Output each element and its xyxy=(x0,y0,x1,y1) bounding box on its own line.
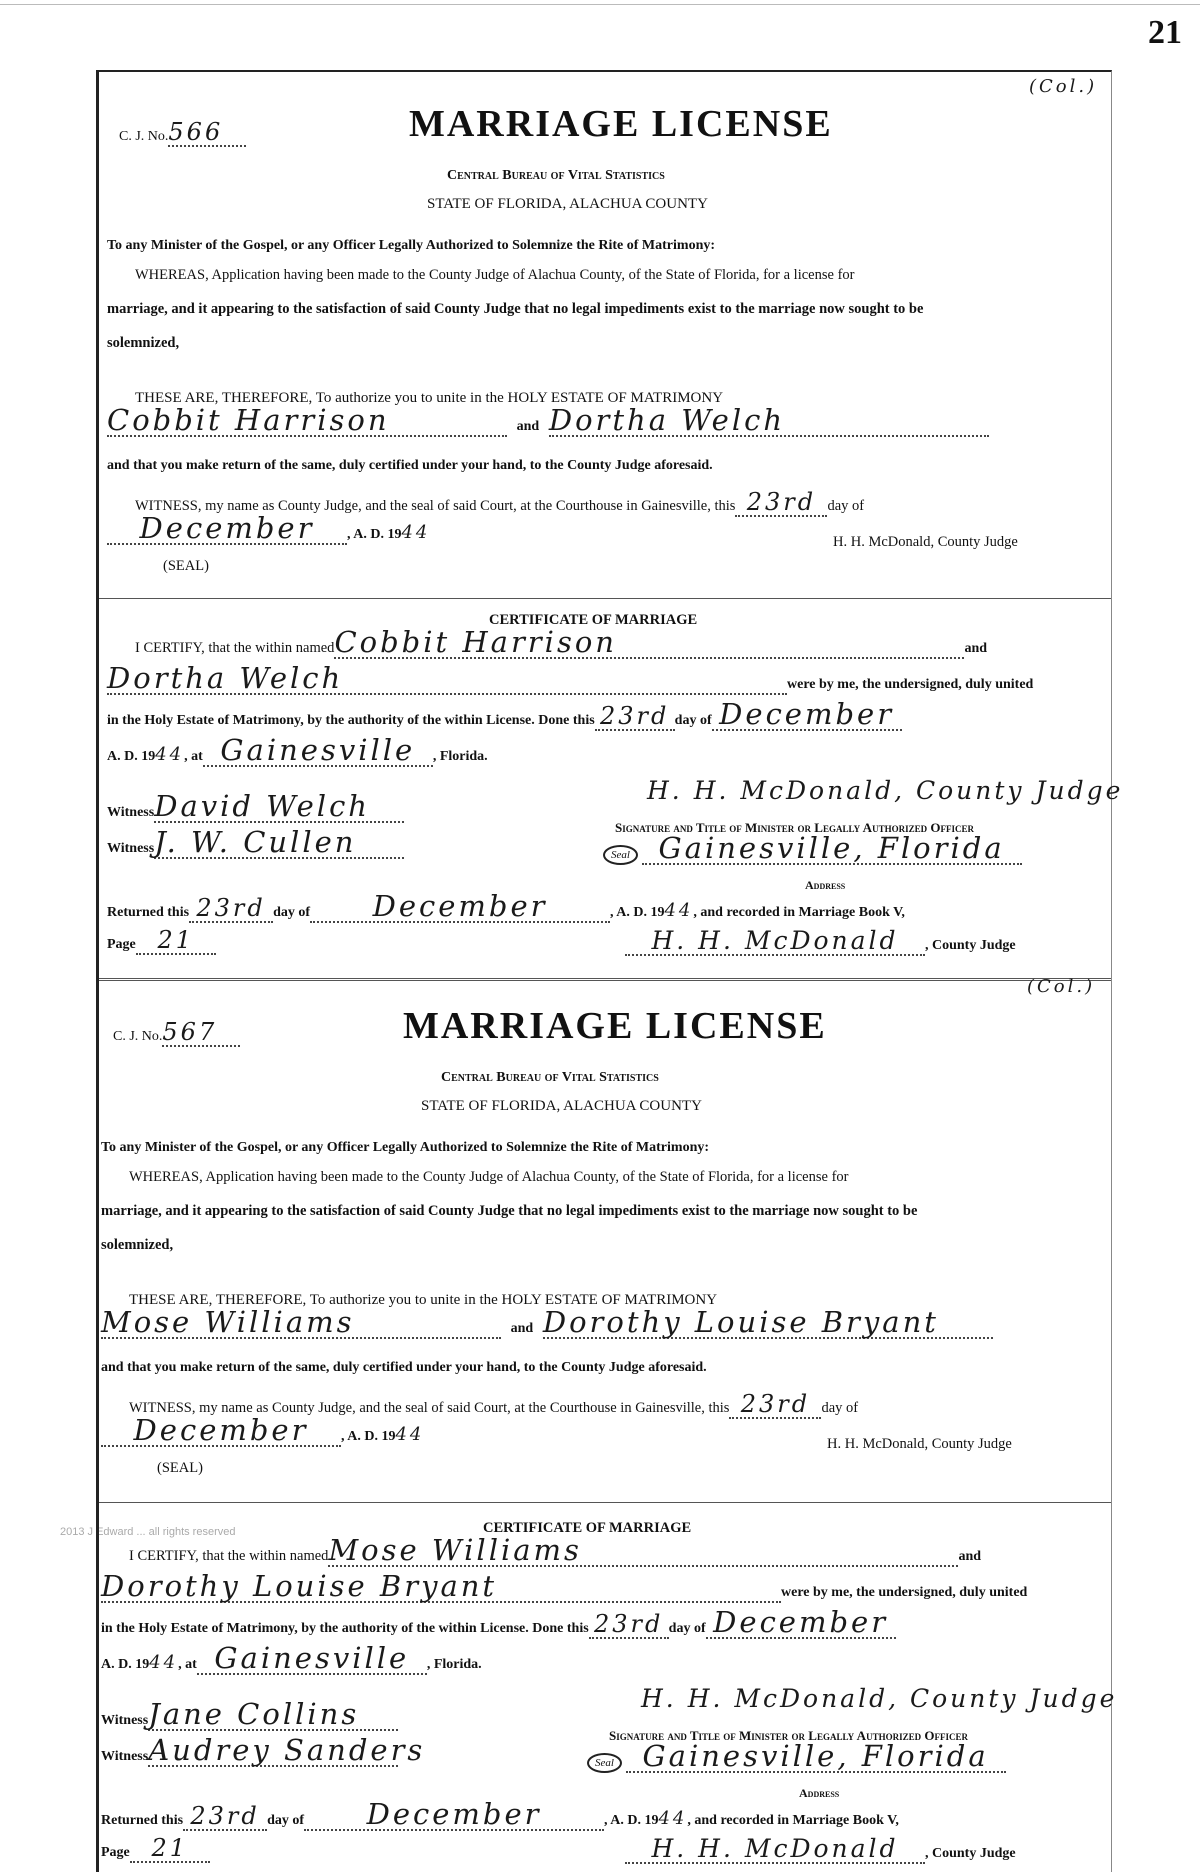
returned-line xyxy=(107,889,905,923)
page-label: Page xyxy=(107,937,136,952)
bureau-line: Central Bureau of Vital Statistics xyxy=(447,168,665,183)
day-of-label: day of xyxy=(668,1621,706,1636)
state-line: STATE OF FLORIDA, ALACHUA COUNTY xyxy=(427,196,708,212)
officer-signature: H. H. McDonald, County Judge xyxy=(641,1684,1118,1713)
year-value: 44 xyxy=(395,1424,425,1445)
county-signature: H. H. McDonald xyxy=(651,926,899,955)
page-value: 21 xyxy=(157,926,195,954)
top-rule xyxy=(0,4,1200,5)
address-line: To any Minister of the Gospel, or any Officer Legally Authorized to Solemnize the Rite of Matrimony: xyxy=(101,1140,710,1155)
returned-year: 44 xyxy=(658,1808,688,1829)
cj-number-line xyxy=(113,1020,240,1047)
cj-number-line xyxy=(119,120,246,147)
certify-text: I CERTIFY, that the within named xyxy=(129,1548,329,1564)
day-of-label: day of xyxy=(674,713,712,728)
month-value: December xyxy=(133,1413,309,1447)
address-line xyxy=(587,1739,1006,1773)
holy-text: in the Holy Estate of Matrimony, by the authority of the within License. Done this xyxy=(107,713,595,728)
witness-2: Audrey Sanders xyxy=(148,1733,426,1767)
holy-estate-line xyxy=(107,697,902,731)
seal-mark: Seal xyxy=(587,1753,622,1773)
whereas-line-2: marriage, and it appearing to the satisfaction of said County Judge that no legal impediments exist to the marriage now sought to be xyxy=(107,301,924,317)
page-line xyxy=(101,1836,210,1863)
couple-line xyxy=(107,403,989,437)
address-label: Address xyxy=(805,878,846,892)
whereas-line-2: marriage, and it appearing to the satisfaction of said County Judge that no legal impediments exist to the marriage now sought to be xyxy=(101,1203,918,1219)
whereas-line-3: solemnized, xyxy=(107,335,180,351)
return-line: and that you make return of the same, duly certified under your hand, to the County Judge aforesaid. xyxy=(107,458,713,473)
col-note: (Col.) xyxy=(1027,976,1096,997)
named-2: Dorothy Louise Bryant xyxy=(101,1569,498,1603)
returned-label: Returned this xyxy=(107,905,190,920)
done-month: December xyxy=(713,1605,889,1639)
ad-label: A. D. 19 xyxy=(101,1657,150,1672)
witness-2: J. W. Cullen xyxy=(154,825,357,859)
cj-number: 566 xyxy=(168,118,224,146)
couple-line xyxy=(101,1305,993,1339)
section-divider xyxy=(99,598,1111,599)
groom-name: Cobbit Harrison xyxy=(107,403,390,437)
named-1: Cobbit Harrison xyxy=(334,625,617,659)
holy-text: in the Holy Estate of Matrimony, by the authority of the within License. Done this xyxy=(101,1621,589,1636)
ad-label: A. D. 19 xyxy=(107,749,156,764)
holy-estate-line xyxy=(101,1605,896,1639)
done-month: December xyxy=(719,697,895,731)
certificate-heading: CERTIFICATE OF MARRIAGE xyxy=(483,1520,692,1536)
united-text: were by me, the undersigned, duly united xyxy=(781,1585,1028,1600)
signature-label: Signature and Title of Minister or Legally Authorized Officer xyxy=(609,1728,968,1743)
recorded-text: , and recorded in Marriage Book V, xyxy=(693,905,905,920)
witness-text: WITNESS, my name as County Judge, and the seal of said Court, at the Courthouse in Gainesville, this xyxy=(135,498,736,514)
witness-label: Witness xyxy=(107,805,155,820)
year-value: 44 xyxy=(401,522,431,543)
whereas-line-1: WHEREAS, Application having been made to the County Judge of Alachua County, of the State of Florida, for a license for xyxy=(135,267,855,283)
ad-year: 44 xyxy=(149,1652,179,1673)
address-line xyxy=(603,831,1022,865)
done-day: 23rd xyxy=(599,702,670,730)
witness-1: David Welch xyxy=(154,789,370,823)
done-day: 23rd xyxy=(593,1610,664,1638)
place-value: Gainesville xyxy=(214,1641,410,1675)
county-judge-line xyxy=(625,928,1016,956)
returned-month: December xyxy=(366,1797,542,1831)
watermark: 2013 J Edward ... all rights reserved xyxy=(60,1526,236,1538)
at-label: , at xyxy=(184,749,203,764)
recorded-text: , and recorded in Marriage Book V, xyxy=(687,1813,899,1828)
judge-name: H. H. McDonald, County Judge xyxy=(833,534,1018,550)
state-line: STATE OF FLORIDA, ALACHUA COUNTY xyxy=(421,1098,702,1114)
and-label: and xyxy=(510,1321,534,1336)
seal-label: (SEAL) xyxy=(163,558,209,574)
witness-2-line xyxy=(101,1733,426,1767)
county-judge-label: , County Judge xyxy=(925,938,1016,953)
named-2-line xyxy=(107,661,1034,695)
cj-label: C. J. No. xyxy=(119,129,169,144)
license-divider xyxy=(99,978,1111,981)
return-line: and that you make return of the same, duly certified under your hand, to the County Judge aforesaid. xyxy=(101,1360,707,1375)
witness-2-line xyxy=(107,825,404,859)
witness-text: WITNESS, my name as County Judge, and the seal of said Court, at the Courthouse in Gainesville, this xyxy=(129,1400,730,1416)
col-note: (Col.) xyxy=(1029,76,1098,97)
section-divider xyxy=(99,1502,1111,1503)
day-value: 23rd xyxy=(740,1390,811,1418)
returned-month: December xyxy=(372,889,548,923)
witness-1-line xyxy=(107,789,404,823)
florida-label: , Florida. xyxy=(426,1657,482,1672)
witness-1-line xyxy=(101,1697,398,1731)
place-line xyxy=(107,733,488,767)
returned-line xyxy=(101,1797,899,1831)
ad-label: , A. D. 19 xyxy=(341,1429,396,1444)
ad-year: 44 xyxy=(155,744,185,765)
day-of-label: day of xyxy=(821,1400,859,1416)
bureau-line: Central Bureau of Vital Statistics xyxy=(441,1070,659,1085)
license-title: MARRIAGE LICENSE xyxy=(409,103,833,145)
returned-year: 44 xyxy=(664,900,694,921)
page-line xyxy=(107,928,216,955)
county-judge-label: , County Judge xyxy=(925,1846,1016,1861)
seal-label: (SEAL) xyxy=(157,1460,203,1476)
ad-label: , A. D. 19 xyxy=(347,527,402,542)
place-line xyxy=(101,1641,482,1675)
day-value: 23rd xyxy=(746,488,817,516)
certificate-heading: CERTIFICATE OF MARRIAGE xyxy=(489,612,698,628)
and-label: and xyxy=(964,641,988,656)
county-judge-line xyxy=(625,1836,1016,1864)
cj-number: 567 xyxy=(162,1018,218,1046)
groom-name: Mose Williams xyxy=(101,1305,355,1339)
month-value: December xyxy=(139,511,315,545)
county-signature: H. H. McDonald xyxy=(651,1834,899,1863)
witness-label: Witness xyxy=(107,841,155,856)
named-2: Dortha Welch xyxy=(107,661,344,695)
page-label: Page xyxy=(101,1845,130,1860)
whereas-line-1: WHEREAS, Application having been made to the County Judge of Alachua County, of the State of Florida, for a license for xyxy=(129,1169,849,1185)
united-text: were by me, the undersigned, duly united xyxy=(787,677,1034,692)
address-value: Gainesville, Florida xyxy=(658,831,1005,865)
and-label: and xyxy=(516,419,540,434)
address-value: Gainesville, Florida xyxy=(642,1739,989,1773)
address-label: Address xyxy=(799,1786,840,1800)
these-are-line: THESE ARE, THEREFORE, To authorize you to unite in the HOLY ESTATE OF MATRIMONY xyxy=(129,1292,718,1308)
and-label: and xyxy=(958,1549,982,1564)
returned-label: Returned this xyxy=(101,1813,184,1828)
returned-ad: , A. D. 19 xyxy=(610,905,665,920)
date-line xyxy=(101,1413,425,1447)
certify-line xyxy=(129,1533,982,1567)
seal-mark: Seal xyxy=(603,845,638,865)
florida-label: , Florida. xyxy=(432,749,488,764)
cj-label: C. J. No. xyxy=(113,1029,163,1044)
date-line xyxy=(107,511,431,545)
day-of-label: day of xyxy=(827,498,865,514)
witness-label: Witness xyxy=(101,1749,149,1764)
officer-signature: H. H. McDonald, County Judge xyxy=(647,776,1124,805)
returned-day: 23rd xyxy=(190,1802,260,1830)
signature-label: Signature and Title of Minister or Legally Authorized Officer xyxy=(615,820,974,835)
returned-day-of: day of xyxy=(273,905,311,920)
witness-1: Jane Collins xyxy=(148,1697,360,1731)
place-value: Gainesville xyxy=(220,733,416,767)
document-frame xyxy=(96,70,1124,1872)
returned-ad: , A. D. 19 xyxy=(604,1813,659,1828)
page-value: 21 xyxy=(151,1834,189,1862)
named-1: Mose Williams xyxy=(328,1533,582,1567)
named-2-line xyxy=(101,1569,1028,1603)
returned-day-of: day of xyxy=(267,1813,305,1828)
license-title: MARRIAGE LICENSE xyxy=(403,1005,827,1047)
at-label: , at xyxy=(178,1657,197,1672)
witness-label: Witness xyxy=(101,1713,149,1728)
bride-name: Dorothy Louise Bryant xyxy=(542,1305,939,1339)
returned-day: 23rd xyxy=(196,894,266,922)
certify-line xyxy=(135,625,988,659)
these-are-line: THESE ARE, THEREFORE, To authorize you to unite in the HOLY ESTATE OF MATRIMONY xyxy=(135,390,724,406)
certify-text: I CERTIFY, that the within named xyxy=(135,640,335,656)
address-line: To any Minister of the Gospel, or any Officer Legally Authorized to Solemnize the Rite of Matrimony: xyxy=(107,238,716,253)
whereas-line-3: solemnized, xyxy=(101,1237,174,1253)
bride-name: Dortha Welch xyxy=(548,403,786,437)
page-number: 21 xyxy=(1148,14,1182,51)
judge-name: H. H. McDonald, County Judge xyxy=(827,1436,1012,1452)
